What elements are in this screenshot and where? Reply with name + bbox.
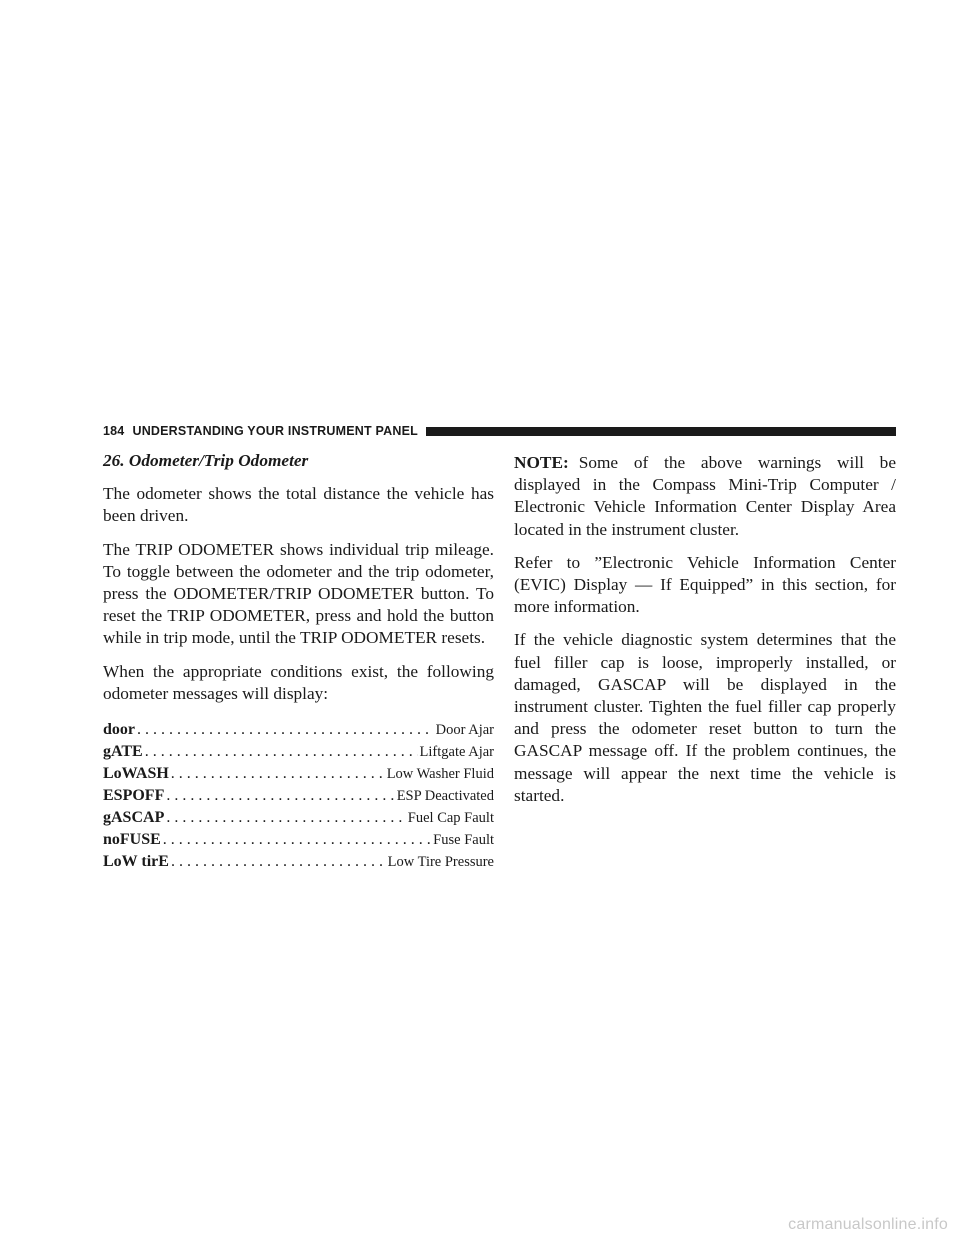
dot-leader: [166, 807, 405, 829]
message-description: Low Washer Fluid: [386, 766, 494, 783]
message-row: [103, 763, 494, 785]
paragraph-gascap: If the vehicle diagnostic system determines that the fuel filler cap is loose, improperly installed, or damaged, GASCAP will be displayed in the instrument cluster. Tighten the fuel filler cap properly and press the odometer reset button to turn the GASCAP message off. If the problem continues, the message will appear the next time the vehicle is started.: [514, 630, 896, 805]
message-row: [103, 785, 494, 807]
dot-leader: [171, 763, 385, 785]
message-description: Liftgate Ajar: [419, 744, 494, 761]
paragraph-odometer: The odometer shows the total distance the vehicle has been driven.: [103, 484, 494, 526]
message-row: [103, 741, 494, 763]
message-description: Low Tire Pressure: [387, 854, 494, 871]
left-column: [103, 450, 494, 873]
odometer-message-list: [103, 719, 494, 873]
message-row: [103, 851, 494, 873]
section-title: UNDERSTANDING YOUR INSTRUMENT PANEL: [132, 424, 418, 438]
message-code: gATE: [103, 743, 143, 761]
message-code: ESPOFF: [103, 787, 165, 805]
message-code: LoW tirE: [103, 853, 169, 871]
dot-leader: [163, 829, 431, 851]
page-header: [103, 421, 896, 441]
message-row: [103, 719, 494, 741]
message-code: noFUSE: [103, 831, 161, 849]
paragraph-trip-odometer: The TRIP ODOMETER shows individual trip mileage. To toggle between the odometer and the trip odometer, press the ODOMETER/TRIP ODOMETER button. To reset the TRIP ODOMETER, press and hold the button while in trip mode, until the TRIP ODOMETER resets.: [103, 539, 494, 648]
message-description: ESP Deactivated: [396, 788, 494, 805]
message-row: [103, 829, 494, 851]
note-text: Some of the above warnings will be displayed in the Compass Mini-Trip Computer / Electronic Vehicle Information Center Display Area located in the instrument cluster.: [514, 453, 896, 539]
message-code: door: [103, 721, 135, 739]
message-code: gASCAP: [103, 809, 165, 827]
message-row: [103, 807, 494, 829]
page-number: 184: [103, 424, 125, 438]
dot-leader: [171, 851, 386, 873]
dot-leader: [137, 719, 434, 741]
note-label: NOTE:: [514, 453, 569, 472]
message-code: LoWASH: [103, 765, 169, 783]
note-paragraph: [514, 452, 896, 541]
message-description: Fuel Cap Fault: [407, 810, 494, 827]
paragraph-evic-reference: Refer to ”Electronic Vehicle Information Center (EVIC) Display — If Equipped” in this section, for more information.: [514, 552, 896, 617]
right-column: [514, 452, 896, 818]
message-description: Fuse Fault: [433, 832, 494, 849]
watermark: carmanualsonline.info: [788, 1216, 948, 1233]
paragraph-messages-intro: When the appropriate conditions exist, the following odometer messages will display:: [103, 661, 494, 703]
dot-leader: [145, 741, 418, 763]
subheading: 26. Odometer/Trip Odometer: [103, 451, 309, 470]
message-description: Door Ajar: [435, 722, 494, 739]
header-rule: [426, 427, 896, 436]
dot-leader: [166, 785, 394, 807]
